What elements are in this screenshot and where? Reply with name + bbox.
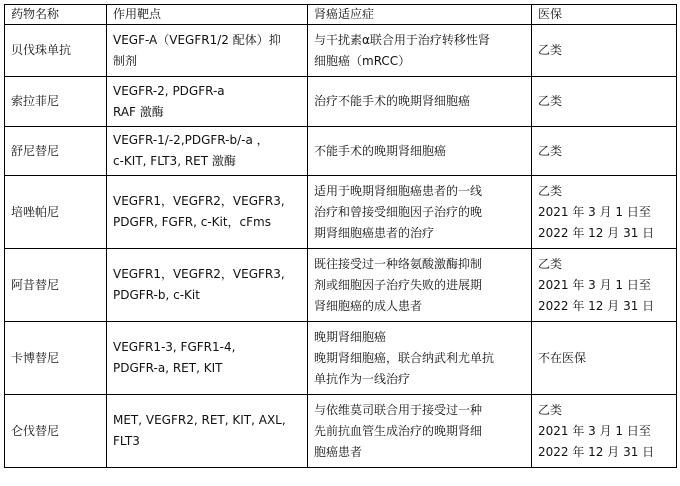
drug-name-cell: 舒尼替尼 — [5, 127, 107, 176]
target-cell: VEGF-A（VEGFR1/2 配体）抑 制剂 — [107, 25, 308, 77]
indication-cell: 不能手术的晚期肾细胞癌 — [308, 127, 532, 176]
drug-name-cell: 阿昔替尼 — [5, 249, 107, 322]
target-cell: VEGFR-2, PDGFR-a RAF 激酶 — [107, 77, 308, 127]
drug-table — [4, 4, 677, 468]
target-cell: VEGFR1，VEGFR2，VEGFR3, PDGFR, FGFR, c-Kit，cFms — [107, 176, 308, 249]
table-row — [5, 322, 677, 395]
header-insurance: 医保 — [532, 5, 677, 25]
insurance-cell: 乙类 2021 年 3 月 1 日至 2022 年 12 月 31 日 — [532, 249, 677, 322]
insurance-cell: 乙类 — [532, 127, 677, 176]
table-row — [5, 25, 677, 77]
indication-cell: 既往接受过一种络氨酸激酶抑制 剂或细胞因子治疗失败的进展期 肾细胞癌的成人患者 — [308, 249, 532, 322]
table-row — [5, 395, 677, 468]
drug-name-cell: 卡博替尼 — [5, 322, 107, 395]
drug-name-cell: 仑伐替尼 — [5, 395, 107, 468]
insurance-cell: 乙类 — [532, 25, 677, 77]
drug-name-cell: 培唑帕尼 — [5, 176, 107, 249]
drug-name-cell: 贝伐珠单抗 — [5, 25, 107, 77]
target-cell: MET, VEGFR2, RET, KIT, AXL, FLT3 — [107, 395, 308, 468]
indication-cell: 与依维莫司联合用于接受过一种 先前抗血管生成治疗的晚期肾细 胞癌患者 — [308, 395, 532, 468]
target-cell: VEGFR1，VEGFR2，VEGFR3, PDGFR-b, c-Kit — [107, 249, 308, 322]
table-row — [5, 249, 677, 322]
indication-cell: 与干扰素α联合用于治疗转移性肾 细胞癌（mRCC） — [308, 25, 532, 77]
target-cell: VEGFR-1/-2,PDGFR-b/-a ， c-KIT, FLT3, RET 激酶 — [107, 127, 308, 176]
insurance-cell: 乙类 — [532, 77, 677, 127]
header-target: 作用靶点 — [107, 5, 308, 25]
table-row — [5, 176, 677, 249]
table-row — [5, 77, 677, 127]
insurance-cell: 乙类 2021 年 3 月 1 日至 2022 年 12 月 31 日 — [532, 176, 677, 249]
table-row — [5, 127, 677, 176]
insurance-cell: 乙类 2021 年 3 月 1 日至 2022 年 12 月 31 日 — [532, 395, 677, 468]
target-cell: VEGFR1-3, FGFR1-4, PDGFR-a, RET, KIT — [107, 322, 308, 395]
header-indication: 肾癌适应症 — [308, 5, 532, 25]
header-row — [5, 5, 677, 25]
drug-name-cell: 索拉菲尼 — [5, 77, 107, 127]
insurance-cell: 不在医保 — [532, 322, 677, 395]
indication-cell: 晚期肾细胞癌 晚期肾细胞癌，联合纳武利尤单抗 单抗作为一线治疗 — [308, 322, 532, 395]
header-drug-name: 药物名称 — [5, 5, 107, 25]
indication-cell: 适用于晚期肾细胞癌患者的一线 治疗和曾接受细胞因子治疗的晚 期肾细胞癌患者的治疗 — [308, 176, 532, 249]
indication-cell: 治疗不能手术的晚期肾细胞癌 — [308, 77, 532, 127]
